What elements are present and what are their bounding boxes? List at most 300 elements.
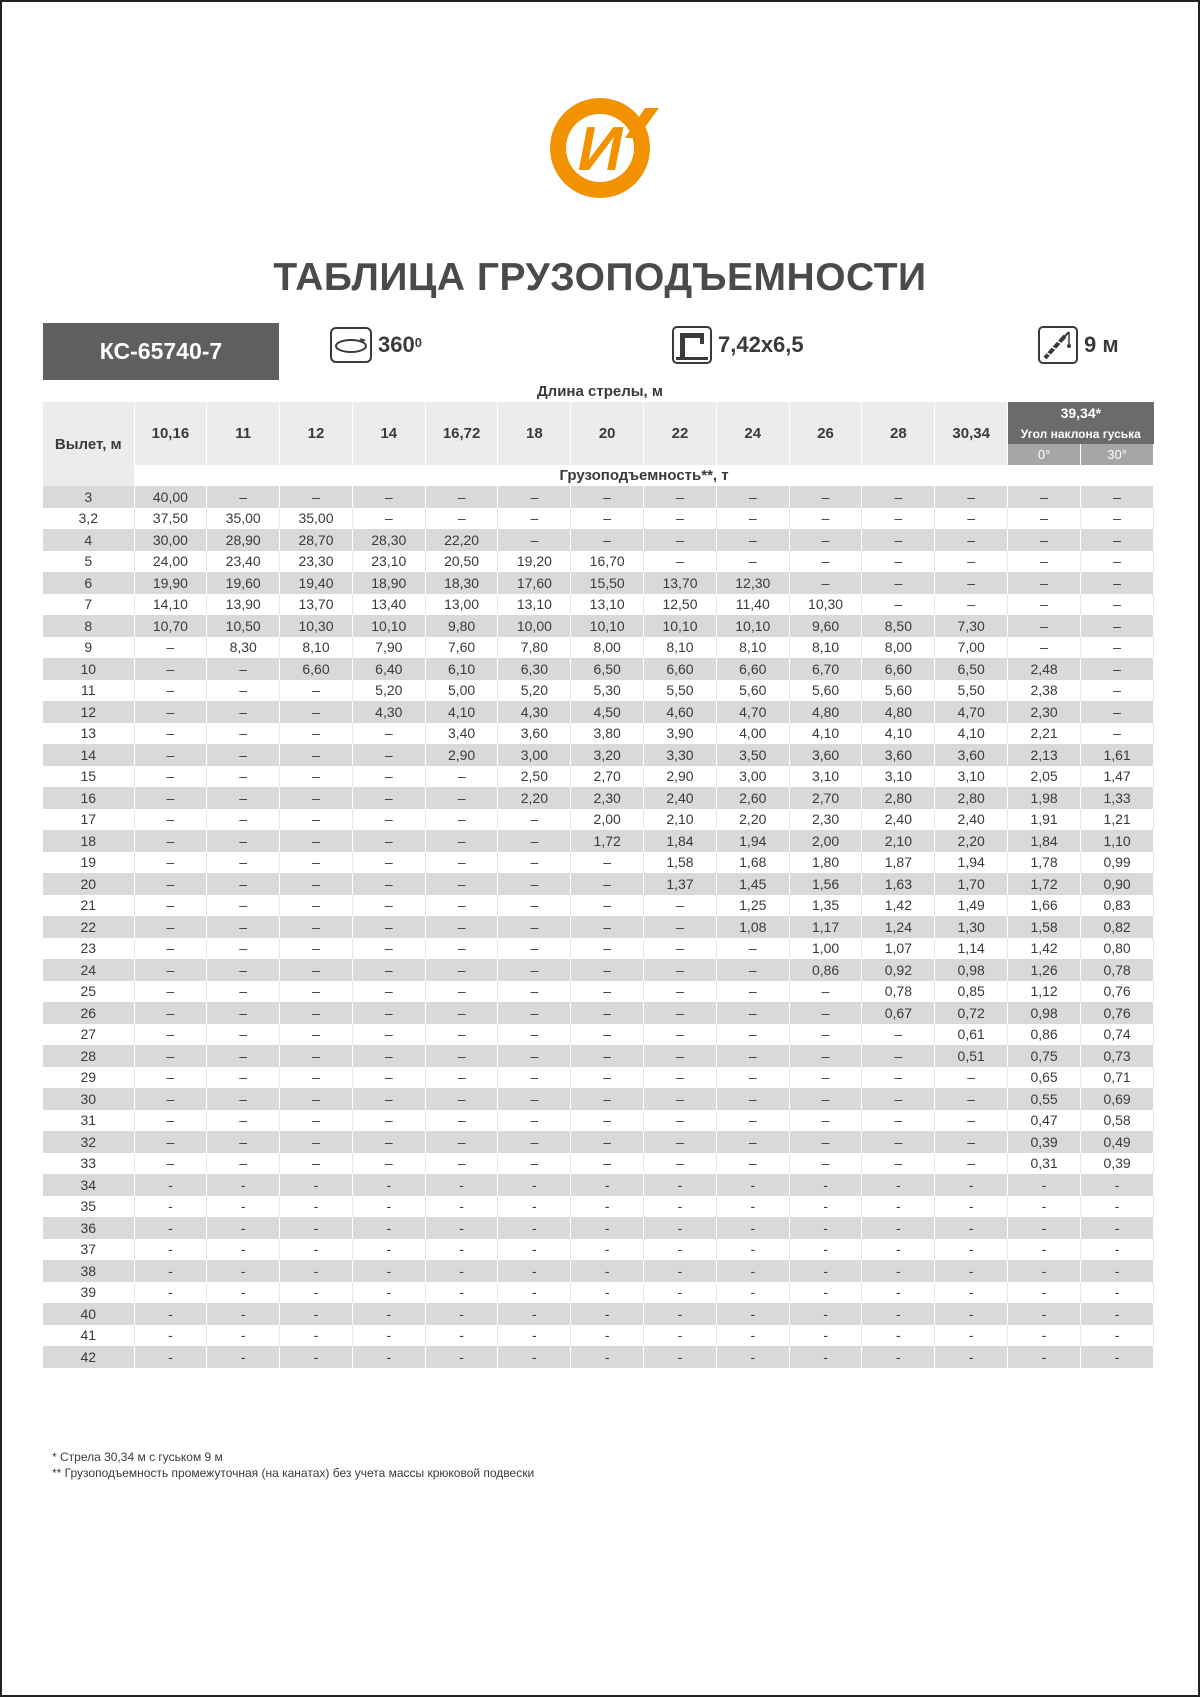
capacity-cell: – [425, 1067, 498, 1089]
capacity-cell: – [134, 744, 207, 766]
capacity-cell: 3,10 [862, 766, 935, 788]
jib-capacity-cell: 1,33 [1081, 787, 1154, 809]
footnote-2: ** Грузоподъемность промежуточная (на канатах) без учета массы крюковой подвески [52, 1466, 535, 1480]
jib-capacity-cell: 1,66 [1008, 895, 1081, 917]
jib-capacity-cell: 1,78 [1008, 852, 1081, 874]
capacity-cell: - [789, 1217, 862, 1239]
capacity-cell: – [571, 1067, 644, 1089]
capacity-cell: - [644, 1217, 717, 1239]
jib-capacity-cell: – [1008, 594, 1081, 616]
capacity-cell: – [644, 1045, 717, 1067]
capacity-cell: 13,90 [207, 594, 280, 616]
capacity-cell: – [425, 852, 498, 874]
table-row [43, 1131, 1154, 1153]
capacity-cell: – [425, 486, 498, 508]
jib-capacity-cell: 0,83 [1081, 895, 1154, 917]
capacity-cell: - [352, 1325, 425, 1347]
capacity-cell: - [425, 1325, 498, 1347]
capacity-cell: – [644, 938, 717, 960]
capacity-cell: - [716, 1325, 789, 1347]
capacity-cell: - [716, 1174, 789, 1196]
capacity-cell: 5,60 [716, 680, 789, 702]
capacity-cell: 10,70 [134, 615, 207, 637]
jib-capacity-cell: - [1008, 1217, 1081, 1239]
capacity-cell: – [716, 486, 789, 508]
jib-capacity-cell: – [1008, 486, 1081, 508]
capacity-cell: - [862, 1346, 935, 1368]
capacity-cell: - [644, 1239, 717, 1261]
capacity-cell: - [935, 1325, 1008, 1347]
boom-length-9: 26 [789, 402, 862, 465]
radius-cell: 15 [43, 766, 134, 788]
radius-cell: 3,2 [43, 508, 134, 530]
boom-length-0: 10,16 [134, 402, 207, 465]
capacity-cell: – [207, 1002, 280, 1024]
capacity-cell: 1,49 [935, 895, 1008, 917]
radius-cell: 12 [43, 701, 134, 723]
capacity-cell: - [498, 1260, 571, 1282]
capacity-cell: 0,85 [935, 981, 1008, 1003]
capacity-cell: 3,60 [789, 744, 862, 766]
capacity-cell: 1,37 [644, 873, 717, 895]
capacity-cell: - [571, 1217, 644, 1239]
capacity-cell: - [862, 1239, 935, 1261]
capacity-cell: – [352, 486, 425, 508]
capacity-cell: – [425, 938, 498, 960]
capacity-cell: – [352, 938, 425, 960]
radius-cell: 3 [43, 486, 134, 508]
capacity-cell: - [862, 1260, 935, 1282]
jib-capacity-cell: - [1008, 1239, 1081, 1261]
capacity-cell: - [789, 1303, 862, 1325]
capacity-cell: 7,90 [352, 637, 425, 659]
capacity-cell: 2,10 [644, 809, 717, 831]
capacity-cell: – [280, 830, 353, 852]
capacity-cell: – [352, 1088, 425, 1110]
jib-capacity-cell: 2,38 [1008, 680, 1081, 702]
capacity-cell: - [425, 1239, 498, 1261]
capacity-cell: – [207, 938, 280, 960]
capacity-cell: - [498, 1217, 571, 1239]
capacity-cell: 1,68 [716, 852, 789, 874]
capacity-cell: – [862, 1131, 935, 1153]
capacity-cell: – [352, 787, 425, 809]
capacity-cell: - [134, 1260, 207, 1282]
capacity-cell: – [280, 766, 353, 788]
capacity-cell: – [498, 916, 571, 938]
radius-cell: 20 [43, 873, 134, 895]
jib-capacity-cell: - [1081, 1239, 1154, 1261]
spec-outriggers [672, 325, 804, 365]
capacity-cell: – [644, 1088, 717, 1110]
capacity-cell: – [862, 508, 935, 530]
capacity-cell: 5,50 [644, 680, 717, 702]
capacity-cell: 10,10 [352, 615, 425, 637]
capacity-cell: – [716, 981, 789, 1003]
capacity-cell: – [280, 1045, 353, 1067]
jib-capacity-cell: - [1008, 1174, 1081, 1196]
table-row [43, 1002, 1154, 1024]
capacity-cell: 17,60 [498, 572, 571, 594]
jib-capacity-cell: – [1081, 680, 1154, 702]
capacity-cell: – [644, 981, 717, 1003]
radius-cell: 11 [43, 680, 134, 702]
jib-capacity-cell: 1,42 [1008, 938, 1081, 960]
capacity-cell: – [498, 1067, 571, 1089]
capacity-cell: – [352, 830, 425, 852]
radius-cell: 25 [43, 981, 134, 1003]
capacity-cell: 1,84 [644, 830, 717, 852]
capacity-cell: – [207, 981, 280, 1003]
capacity-cell: – [862, 486, 935, 508]
capacity-cell: 24,00 [134, 551, 207, 573]
capacity-cell: 0,92 [862, 959, 935, 981]
capacity-cell: – [207, 486, 280, 508]
capacity-cell: 35,00 [280, 508, 353, 530]
table-row [43, 1303, 1154, 1325]
capacity-cell: – [352, 1153, 425, 1175]
capacity-cell: – [134, 1045, 207, 1067]
capacity-cell: - [789, 1196, 862, 1218]
capacity-cell: – [280, 1024, 353, 1046]
capacity-cell: - [789, 1282, 862, 1304]
table-row [43, 1024, 1154, 1046]
capacity-cell: - [498, 1303, 571, 1325]
capacity-cell: – [644, 1067, 717, 1089]
jib-capacity-cell: - [1081, 1260, 1154, 1282]
capacity-cell: – [644, 508, 717, 530]
capacity-cell: – [571, 1131, 644, 1153]
radius-cell: 29 [43, 1067, 134, 1089]
capacity-cell: - [935, 1174, 1008, 1196]
capacity-cell: – [571, 1088, 644, 1110]
capacity-cell: 4,10 [862, 723, 935, 745]
radius-cell: 26 [43, 1002, 134, 1024]
capacity-cell: 2,90 [644, 766, 717, 788]
capacity-cell: – [134, 873, 207, 895]
capacity-cell: – [644, 486, 717, 508]
capacity-cell: – [425, 981, 498, 1003]
capacity-cell: - [134, 1325, 207, 1347]
capacity-cell: 8,00 [571, 637, 644, 659]
jib-capacity-cell: – [1008, 615, 1081, 637]
table-row [43, 916, 1154, 938]
capacity-cell: – [789, 1088, 862, 1110]
capacity-cell: - [789, 1325, 862, 1347]
model-badge [43, 323, 279, 380]
capacity-cell: 13,70 [280, 594, 353, 616]
capacity-cell: - [935, 1260, 1008, 1282]
capacity-cell: 6,10 [425, 658, 498, 680]
capacity-cell: - [280, 1260, 353, 1282]
capacity-cell: – [425, 809, 498, 831]
capacity-cell: 19,20 [498, 551, 571, 573]
capacity-cell: – [571, 895, 644, 917]
capacity-cell: 3,10 [935, 766, 1008, 788]
boom-length-caption: Длина стрелы, м [537, 383, 663, 400]
capacity-cell: – [571, 852, 644, 874]
jib-capacity-cell: - [1081, 1217, 1154, 1239]
capacity-cell: 1,07 [862, 938, 935, 960]
capacity-cell: – [935, 551, 1008, 573]
capacity-cell: - [425, 1260, 498, 1282]
table-row [43, 1153, 1154, 1175]
capacity-cell: – [425, 1045, 498, 1067]
capacity-cell: - [498, 1346, 571, 1368]
radius-cell: 5 [43, 551, 134, 573]
capacity-cell: - [280, 1346, 353, 1368]
capacity-cell: 22,20 [425, 529, 498, 551]
radius-cell: 39 [43, 1282, 134, 1304]
capacity-cell: - [352, 1282, 425, 1304]
capacity-cell: – [571, 959, 644, 981]
capacity-cell: – [571, 981, 644, 1003]
capacity-cell: – [935, 572, 1008, 594]
radius-cell: 28 [43, 1045, 134, 1067]
radius-cell: 6 [43, 572, 134, 594]
capacity-cell: – [644, 1024, 717, 1046]
capacity-cell: 4,50 [571, 701, 644, 723]
capacity-cell: 8,10 [280, 637, 353, 659]
capacity-cell: - [862, 1217, 935, 1239]
capacity-cell: – [789, 529, 862, 551]
capacity-cell: – [935, 1131, 1008, 1153]
table-row [43, 1196, 1154, 1218]
capacity-cell: – [716, 508, 789, 530]
capacity-cell: 4,30 [498, 701, 571, 723]
capacity-cell: – [134, 723, 207, 745]
capacity-cell: - [571, 1174, 644, 1196]
company-logo-icon [545, 94, 659, 202]
capacity-cell: 5,20 [352, 680, 425, 702]
capacity-cell: – [280, 981, 353, 1003]
capacity-cell: 18,30 [425, 572, 498, 594]
radius-cell: 35 [43, 1196, 134, 1218]
capacity-cell: – [280, 1002, 353, 1024]
capacity-cell: 13,00 [425, 594, 498, 616]
table-row [43, 723, 1154, 745]
capacity-cell: 4,70 [716, 701, 789, 723]
capacity-cell: – [280, 938, 353, 960]
jib-capacity-cell: - [1008, 1196, 1081, 1218]
capacity-cell: – [644, 529, 717, 551]
capacity-cell: 1,58 [644, 852, 717, 874]
capacity-cell: – [134, 766, 207, 788]
table-row [43, 594, 1154, 616]
jib-capacity-cell: 0,82 [1081, 916, 1154, 938]
capacity-cell: 3,30 [644, 744, 717, 766]
boom-length-4: 16,72 [425, 402, 498, 465]
capacity-cell: 10,10 [716, 615, 789, 637]
jib-capacity-cell: 0,78 [1081, 959, 1154, 981]
capacity-cell: – [935, 1153, 1008, 1175]
capacity-cell: - [571, 1260, 644, 1282]
capacity-cell: – [498, 1002, 571, 1024]
capacity-cell: - [134, 1196, 207, 1218]
capacity-cell: – [498, 852, 571, 874]
jib-capacity-cell: - [1008, 1346, 1081, 1368]
capacity-cell: - [862, 1325, 935, 1347]
capacity-cell: – [498, 981, 571, 1003]
radius-cell: 8 [43, 615, 134, 637]
jib-capacity-cell: – [1081, 658, 1154, 680]
capacity-cell: – [644, 1131, 717, 1153]
capacity-cell: 1,42 [862, 895, 935, 917]
table-row [43, 680, 1154, 702]
jib-capacity-cell: 2,21 [1008, 723, 1081, 745]
jib-capacity-cell: – [1081, 486, 1154, 508]
rotation-degree: 0 [414, 334, 422, 350]
capacity-cell: – [935, 594, 1008, 616]
capacity-cell: – [280, 701, 353, 723]
capacity-cell: 2,20 [935, 830, 1008, 852]
table-row [43, 809, 1154, 831]
radius-cell: 24 [43, 959, 134, 981]
capacity-cell: – [789, 508, 862, 530]
capacity-cell: – [644, 959, 717, 981]
capacity-cell: – [352, 1110, 425, 1132]
table-row [43, 1346, 1154, 1368]
capacity-cell: - [425, 1196, 498, 1218]
radius-cell: 7 [43, 594, 134, 616]
jib-capacity-cell: 2,30 [1008, 701, 1081, 723]
capacity-cell: – [207, 809, 280, 831]
table-row [43, 1067, 1154, 1089]
capacity-cell: 23,10 [352, 551, 425, 573]
capacity-cell: 6,60 [716, 658, 789, 680]
capacity-cell: 2,80 [862, 787, 935, 809]
table-row [43, 658, 1154, 680]
capacity-cell: - [280, 1174, 353, 1196]
radius-cell: 4 [43, 529, 134, 551]
capacity-cell: – [498, 1153, 571, 1175]
jib-capacity-cell: 0,71 [1081, 1067, 1154, 1089]
capacity-cell: – [207, 1067, 280, 1089]
capacity-cell: 3,10 [789, 766, 862, 788]
capacity-cell: 28,30 [352, 529, 425, 551]
capacity-cell: - [352, 1239, 425, 1261]
capacity-cell: - [789, 1346, 862, 1368]
capacity-cell: 8,50 [862, 615, 935, 637]
capacity-cell: 3,60 [498, 723, 571, 745]
table-row [43, 1110, 1154, 1132]
capacity-cell: 4,70 [935, 701, 1008, 723]
capacity-cell: – [425, 1153, 498, 1175]
capacity-cell: – [935, 1110, 1008, 1132]
table-row [43, 572, 1154, 594]
capacity-cell: - [498, 1325, 571, 1347]
jib-angle-1: 30° [1081, 444, 1154, 465]
capacity-cell: 1,70 [935, 873, 1008, 895]
boom-length-1: 11 [207, 402, 280, 465]
boom-length-10: 28 [862, 402, 935, 465]
capacity-cell: – [571, 916, 644, 938]
capacity-cell: – [571, 938, 644, 960]
table-row [43, 508, 1154, 530]
capacity-cell: – [862, 594, 935, 616]
capacity-cell: 3,40 [425, 723, 498, 745]
capacity-cell: – [352, 723, 425, 745]
capacity-cell: - [862, 1282, 935, 1304]
capacity-cell: – [280, 1131, 353, 1153]
capacity-cell: – [207, 1153, 280, 1175]
capacity-cell: 28,70 [280, 529, 353, 551]
radius-cell: 21 [43, 895, 134, 917]
capacity-cell: – [352, 1067, 425, 1089]
capacity-cell: – [498, 830, 571, 852]
capacity-cell: 1,94 [716, 830, 789, 852]
capacity-cell: 13,10 [498, 594, 571, 616]
page-title: ТАБЛИЦА ГРУЗОПОДЪЕМНОСТИ [273, 256, 927, 299]
radius-cell: 23 [43, 938, 134, 960]
jib-capacity-cell: 1,84 [1008, 830, 1081, 852]
radius-cell: 17 [43, 809, 134, 831]
capacity-cell: – [789, 572, 862, 594]
capacity-cell: - [644, 1260, 717, 1282]
capacity-cell: – [207, 895, 280, 917]
capacity-cell: – [644, 1002, 717, 1024]
jib-capacity-cell: 1,72 [1008, 873, 1081, 895]
capacity-cell: – [280, 1088, 353, 1110]
capacity-cell: 4,00 [716, 723, 789, 745]
capacity-cell: - [716, 1282, 789, 1304]
capacity-cell: 19,40 [280, 572, 353, 594]
capacity-cell: 10,10 [571, 615, 644, 637]
capacity-cell: 8,00 [862, 637, 935, 659]
boom-length-3: 14 [352, 402, 425, 465]
capacity-cell: 18,90 [352, 572, 425, 594]
capacity-cell: – [134, 701, 207, 723]
jib-capacity-cell: 0,31 [1008, 1153, 1081, 1175]
capacity-cell: – [716, 938, 789, 960]
radius-cell: 14 [43, 744, 134, 766]
capacity-cell: – [207, 1024, 280, 1046]
boom-length-2: 12 [280, 402, 353, 465]
capacity-cell: 1,14 [935, 938, 1008, 960]
capacity-cell: 7,80 [498, 637, 571, 659]
capacity-cell: 1,80 [789, 852, 862, 874]
capacity-cell: 20,50 [425, 551, 498, 573]
capacity-cell: - [716, 1260, 789, 1282]
capacity-cell: – [207, 680, 280, 702]
capacity-cell: – [862, 1153, 935, 1175]
capacity-cell: - [134, 1303, 207, 1325]
capacity-cell: – [134, 1131, 207, 1153]
radius-cell: 30 [43, 1088, 134, 1110]
jib-capacity-cell: - [1081, 1303, 1154, 1325]
table-row [43, 895, 1154, 917]
capacity-cell: 0,51 [935, 1045, 1008, 1067]
capacity-cell: 0,78 [862, 981, 935, 1003]
capacity-cell: – [352, 744, 425, 766]
capacity-cell: 10,10 [644, 615, 717, 637]
table-row [43, 701, 1154, 723]
capacity-cell: – [789, 1024, 862, 1046]
jib-capacity-cell: – [1081, 572, 1154, 594]
capacity-cell: - [498, 1239, 571, 1261]
capacity-cell: – [571, 1045, 644, 1067]
capacity-cell: 2,30 [789, 809, 862, 831]
capacity-cell: - [425, 1174, 498, 1196]
capacity-cell: – [862, 529, 935, 551]
capacity-cell: – [280, 744, 353, 766]
jib-value: 9 м [1084, 332, 1119, 357]
capacity-cell: 2,60 [716, 787, 789, 809]
jib-capacity-cell: 0,74 [1081, 1024, 1154, 1046]
capacity-cell: - [862, 1196, 935, 1218]
capacity-cell: 0,98 [935, 959, 1008, 981]
capacity-cell: – [280, 852, 353, 874]
